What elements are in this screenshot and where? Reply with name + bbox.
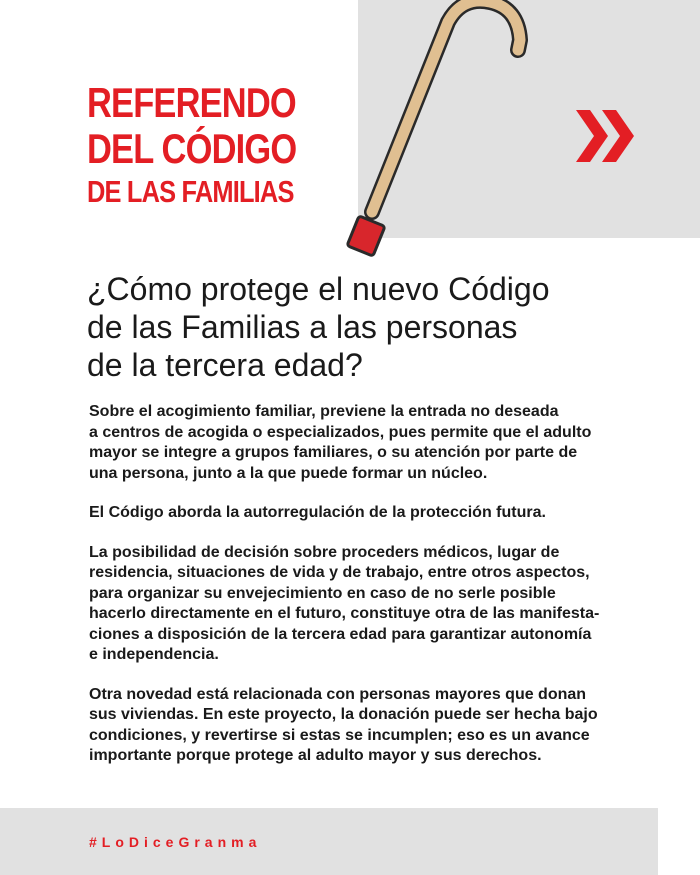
paragraph: La posibilidad de decisión sobre proceders médicos, lugar de residencia, situaciones de vida y de trabajo, entre otros aspectos, para organizar su envejecimiento en caso de no serle posible hacerlo directamente en el futuro, constituye otra de las manifesta- ciones a disposición de la tercera edad para garantizar autonomía e independencia. [89, 543, 600, 663]
paragraph: Otra novedad está relacionada con personas mayores que donan sus viviendas. En este proyecto, la donación puede ser hecha bajo condiciones, y revertirse si estas se incumplen; eso es un avance importante porque protege al adulto mayor y sus derechos. [89, 685, 598, 764]
title-line-2: DEL CÓDIGO [87, 125, 297, 172]
title-line-3: DE LAS FAMILIAS [87, 174, 294, 209]
hashtag-label: #LoDiceGranma [89, 834, 262, 850]
article-body [89, 402, 649, 786]
paragraph: El Código aborda la autorregulación de la protección futura. [89, 504, 546, 521]
double-chevron-right-icon [574, 104, 638, 168]
paragraph: Sobre el acogimiento familiar, previene la entrada no deseada a centros de acogida o especializados, pues permite que el adulto mayor se integre a grupos familiares, o su atención por parte de una persona, junto a la que puede formar un núcleo. [89, 403, 592, 482]
top-gray-panel [358, 0, 700, 238]
title-line-1: REFERENDO [87, 79, 296, 126]
page-title [87, 80, 342, 210]
footer-edge [658, 808, 700, 875]
question-heading: ¿Cómo protege el nuevo Código de las Familias a las personas de la tercera edad? [87, 271, 550, 383]
